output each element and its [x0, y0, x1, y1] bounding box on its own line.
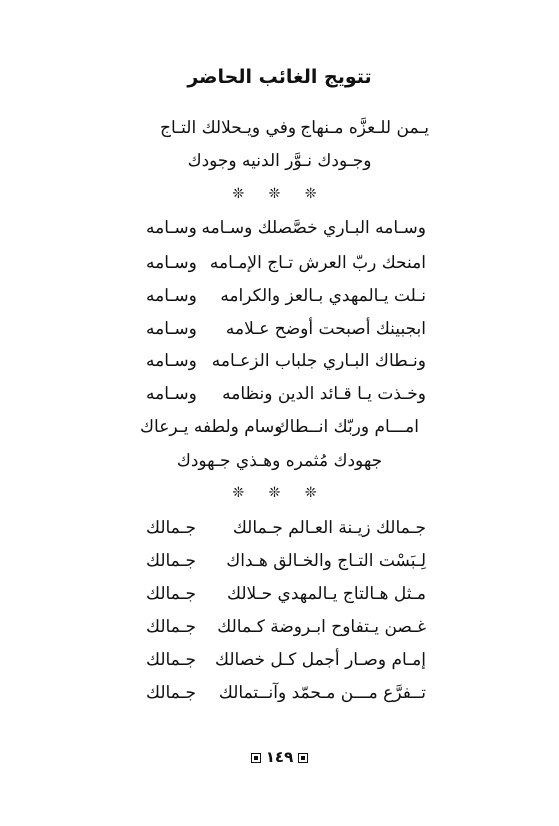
stanza2-verse: غـصن يـتفاوح ابـروضة كـمالك — [217, 617, 426, 637]
stanza1-verse: نـلت يـالمهدي بـالعز والكرامه — [220, 286, 426, 306]
intro-line2: وجـودك نـوَّر الدنيه وجودك — [187, 151, 372, 171]
stanza2-verse: لِـبَسْت التـاج والخـالق هـداك — [226, 551, 426, 571]
stanza2-verse: جـمالك زيـنة العـالم جـمالك — [232, 518, 426, 538]
poem-title: تتويج الغائب الحاضر — [187, 66, 372, 88]
stanza2-refrain: جـمالك — [146, 551, 197, 571]
stanza1-verse: امنحك ربّ العرش تـاج الإمـامه — [209, 253, 426, 273]
stanza2-verse: إمـام وصـار أجمل كـل خصالك — [215, 650, 426, 670]
intro-line1-second-hemistich: وفي ويـحلالك التـاج — [160, 118, 297, 138]
stanza1-closing-first-hemistich: امـــام وربّك انــطاك — [275, 417, 419, 437]
stanza1-refrain: وسـامه — [146, 319, 197, 339]
stanza1-closing-second-hemistich: وسام ولطفه يـرعاك — [140, 417, 283, 437]
stanza1-refrain: وسـامه — [146, 384, 197, 404]
page-number-text: ١٤٩ — [265, 748, 294, 766]
page-number — [0, 748, 559, 766]
stanza2-verse: مـثل هـالتاج يـالمهدي حـلالك — [227, 584, 426, 604]
stanza1-verse: ونـطاك البـاري جلباب الزعـامه — [211, 351, 426, 371]
stanza2-refrain: جـمالك — [146, 518, 197, 538]
stanza1-verse: وسـامه البـاري خصَّصلك وسـامه — [201, 218, 426, 238]
stanza1-verse: ابجبينك أصبحت أوضح عـلامه — [225, 319, 426, 339]
stanza1-refrain: وسـامه — [146, 253, 197, 273]
stanza2-verse: تــفرَّع مـــن مـحمّد وآنــتمالك — [218, 683, 426, 703]
stanza2-refrain: جـمالك — [146, 584, 197, 604]
stanza1-refrain: وسـامه — [146, 218, 197, 238]
intro-line1-first-hemistich: يـمن للـعزَّه مـنهاج — [300, 118, 429, 138]
stanza2-refrain: جـمالك — [146, 683, 197, 703]
stanza1-refrain: وسـامه — [146, 286, 197, 306]
square-ornament-icon — [251, 753, 261, 763]
square-ornament-icon — [298, 753, 308, 763]
stanza2-refrain: جـمالك — [146, 617, 197, 637]
stanza1-refrain: وسـامه — [146, 351, 197, 371]
stanza1-verse: وخـذت يـا قـائد الدين ونظامه — [222, 384, 426, 404]
stanza2-refrain: جـمالك — [146, 650, 197, 670]
separator-stars: ❊ ❊ ❊ — [232, 485, 327, 501]
separator-stars: ❊ ❊ ❊ — [232, 186, 327, 202]
stanza1-closing-line: جهودك مُثمره وهـذي جـهودك — [176, 451, 383, 471]
